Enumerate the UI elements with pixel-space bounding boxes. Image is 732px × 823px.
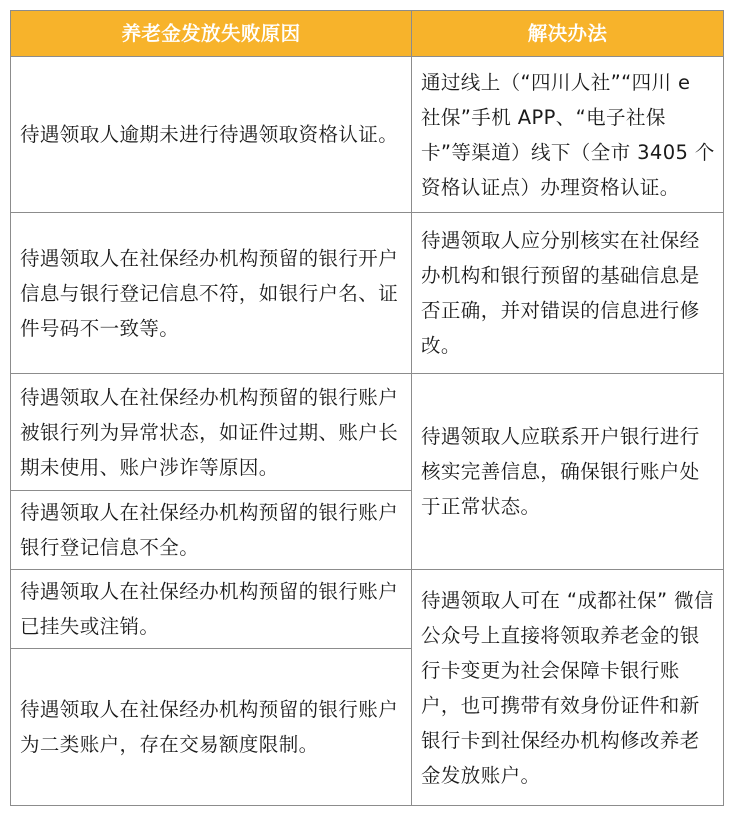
reason-cell: 待遇领取人在社保经办机构预留的银行账户为二类账户，存在交易额度限制。 bbox=[11, 649, 412, 806]
header-solution: 解决办法 bbox=[412, 11, 724, 57]
reason-cell: 待遇领取人逾期未进行待遇领取资格认证。 bbox=[11, 57, 412, 213]
reason-cell: 待遇领取人在社保经办机构预留的银行开户信息与银行登记信息不符，如银行户名、证件号码不一致等。 bbox=[11, 213, 412, 374]
table-row bbox=[11, 570, 724, 649]
pension-failure-table-container bbox=[10, 10, 723, 806]
table-header-row bbox=[11, 11, 724, 57]
header-reason: 养老金发放失败原因 bbox=[11, 11, 412, 57]
solution-cell: 待遇领取人应联系开户银行进行核实完善信息，确保银行账户处于正常状态。 bbox=[412, 374, 724, 570]
solution-cell: 通过线上（“四川人社”“四川 e 社保”手机 APP、“电子社保卡”等渠道）线下（全市 3405 个资格认证点）办理资格认证。 bbox=[412, 57, 724, 213]
reason-cell: 待遇领取人在社保经办机构预留的银行账户已挂失或注销。 bbox=[11, 570, 412, 649]
solution-cell: 待遇领取人应分别核实在社保经办机构和银行预留的基础信息是否正确，并对错误的信息进行修改。 bbox=[412, 213, 724, 374]
reason-cell: 待遇领取人在社保经办机构预留的银行账户被银行列为异常状态，如证件过期、账户长期未使用、账户涉诈等原因。 bbox=[11, 374, 412, 491]
table-row bbox=[11, 213, 724, 374]
reason-cell: 待遇领取人在社保经办机构预留的银行账户银行登记信息不全。 bbox=[11, 491, 412, 570]
pension-failure-table bbox=[10, 10, 724, 806]
table-row bbox=[11, 374, 724, 491]
solution-cell: 待遇领取人可在 “成都社保” 微信公众号上直接将领取养老金的银行卡变更为社会保障卡银行账户，也可携带有效身份证件和新银行卡到社保经办机构修改养老金发放账户。 bbox=[412, 570, 724, 806]
table-row bbox=[11, 57, 724, 213]
